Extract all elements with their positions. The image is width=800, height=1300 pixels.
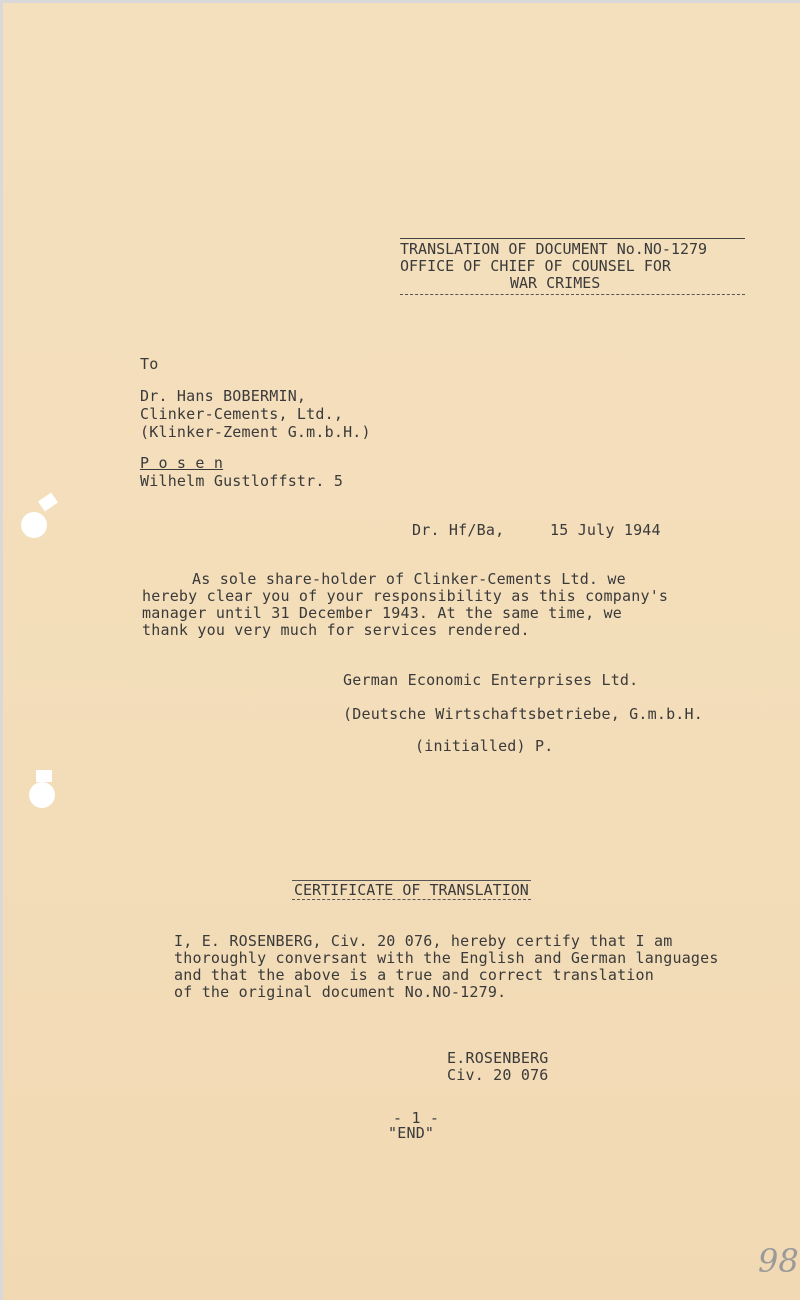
- reference-date: 15 July 1944: [550, 521, 661, 539]
- address-street: Wilhelm Gustloffstr. 5: [140, 472, 344, 490]
- certificate-signer: E.ROSENBERG: [447, 1049, 549, 1067]
- body-line-2: hereby clear you of your responsibility as this company's: [142, 587, 669, 605]
- punch-hole-top-tab: [38, 492, 58, 511]
- signature-org-de: (Deutsche Wirtschaftsbetriebe, G.m.b.H.: [343, 705, 703, 723]
- header-office: OFFICE OF CHIEF OF COUNSEL FOR: [400, 257, 671, 275]
- header-war-crimes: WAR CRIMES: [510, 274, 601, 292]
- certificate-signer-id: Civ. 20 076: [447, 1066, 549, 1084]
- header-bottom-rule: [400, 294, 745, 295]
- reference-code: Dr. Hf/Ba,: [412, 521, 505, 539]
- document-header: [400, 238, 745, 295]
- end-marker: "END": [388, 1124, 435, 1142]
- address-name: Dr. Hans BOBERMIN,: [140, 387, 307, 405]
- header-top-rule: [400, 238, 745, 239]
- address-to: To: [140, 355, 159, 373]
- certificate-line-1: I, E. ROSENBERG, Civ. 20 076, hereby certify that I am: [174, 932, 673, 950]
- header-title: TRANSLATION OF DOCUMENT No.NO-1279: [400, 240, 708, 258]
- punch-hole-top: [21, 512, 47, 538]
- body-line-1: As sole share-holder of Clinker-Cements Ltd. we: [192, 570, 626, 588]
- body-line-4: thank you very much for services rendered.: [142, 621, 530, 639]
- punch-hole-bottom-tab: [36, 770, 52, 782]
- certificate-title: CERTIFICATE OF TRANSLATION: [294, 881, 529, 899]
- certificate-line-4: of the original document No.NO-1279.: [174, 983, 507, 1001]
- signature-initialled: (initialled) P.: [415, 737, 554, 755]
- page-number: - 1 -: [393, 1109, 440, 1127]
- signature-org: German Economic Enterprises Ltd.: [343, 671, 639, 689]
- address-company-de: (Klinker-Zement G.m.b.H.): [140, 423, 371, 441]
- address-city: P o s e n: [140, 454, 224, 472]
- handwritten-number: 98: [758, 1242, 799, 1280]
- address-company: Clinker-Cements, Ltd.,: [140, 405, 344, 423]
- punch-hole-bottom: [29, 782, 55, 808]
- certificate-line-2: thoroughly conversant with the English and German languages: [174, 949, 719, 967]
- body-line-3: manager until 31 December 1943. At the same time, we: [142, 604, 622, 622]
- certificate-line-3: and that the above is a true and correct translation: [174, 966, 654, 984]
